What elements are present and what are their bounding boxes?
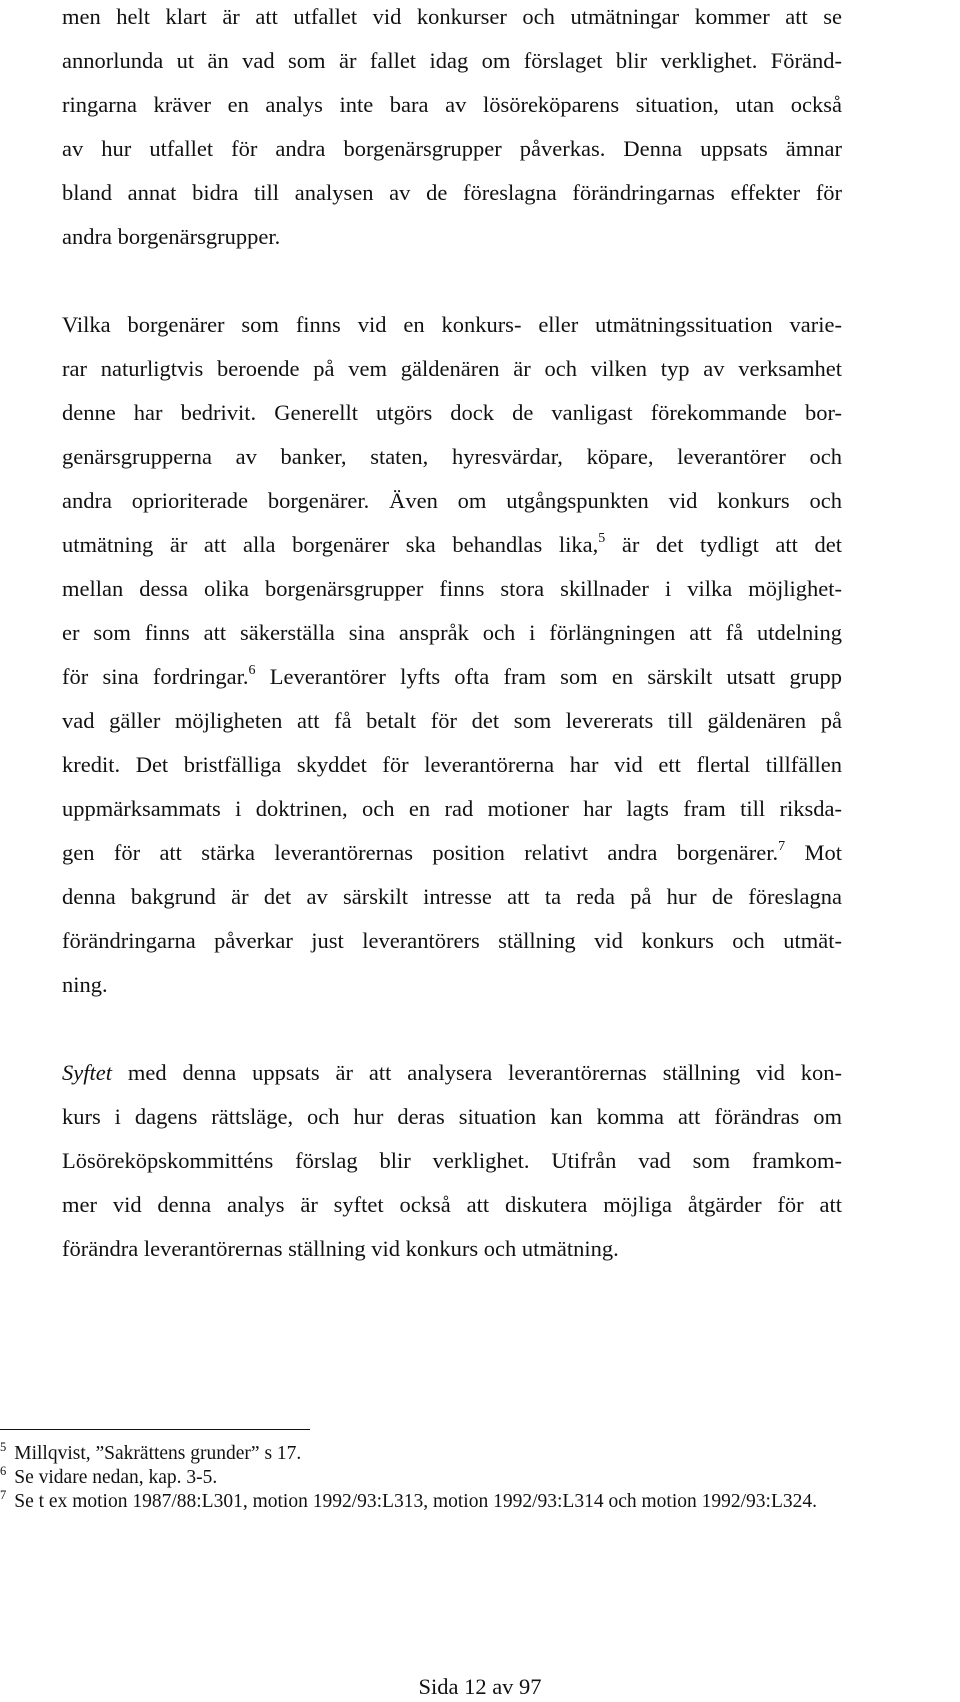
footnote-5 (0, 1442, 301, 1466)
footnote-number: 6 (0, 1464, 7, 1478)
text-line (62, 662, 842, 692)
text-segment: för sina fordringar. (62, 664, 249, 689)
text-line: annorlunda ut än vad som är fallet idag om förslaget blir verklighet. Föränd- (62, 48, 842, 73)
text-segment: med denna uppsats är att analysera leverantörernas ställning vid kon- (111, 1060, 842, 1085)
text-line: ringarna kräver en analys inte bara av lösöreköparens situation, utan också (62, 92, 842, 117)
emphasis-syftet: Syftet (62, 1060, 112, 1085)
footnote-divider (0, 1429, 310, 1430)
footnote-number: 5 (0, 1440, 7, 1454)
page-number: Sida 12 av 97 (418, 1674, 542, 1699)
text-segment: utmätning är att alla borgenärer ska behandlas lika, (62, 532, 599, 557)
text-line: denna bakgrund är det av särskilt intresse att ta reda på hur de föreslagna (62, 884, 842, 909)
text-line: andra borgenärsgrupper. (62, 224, 281, 249)
text-line: mer vid denna analys är syftet också att diskutera möjliga åtgärder för att (62, 1192, 842, 1217)
text-line: bland annat bidra till analysen av de föreslagna förändringarnas effekter för (62, 180, 842, 205)
text-segment: Mot (785, 840, 842, 865)
text-line: förändringarna påverkar just leverantörers ställning vid konkurs och utmät- (62, 928, 842, 953)
footnote-7 (0, 1490, 817, 1514)
text-line: Vilka borgenärer som finns vid en konkurs- eller utmätningssituation varie- (62, 312, 842, 337)
text-line: av hur utfallet för andra borgenärsgrupper påverkas. Denna uppsats ämnar (62, 136, 842, 161)
text-segment: är det tydligt att det (605, 532, 843, 557)
text-line: rar naturligtvis beroende på vem gäldenären är och vilken typ av verksamhet (62, 356, 842, 381)
text-line: Lösöreköpskommitténs förslag blir verklighet. Utifrån vad som framkom- (62, 1148, 842, 1173)
footnote-text: Se vidare nedan, kap. 3-5. (14, 1467, 218, 1488)
text-line: mellan dessa olika borgenärsgrupper finns stora skillnader i vilka möjlighet- (62, 576, 842, 601)
text-segment: Leverantörer lyfts ofta fram som en särskilt utsatt grupp (255, 664, 842, 689)
text-line: er som finns att säkerställa sina anspråk och i förlängningen att få utdelning (62, 620, 842, 645)
footnote-6 (0, 1466, 217, 1490)
text-line: förändra leverantörernas ställning vid konkurs och utmätning. (62, 1236, 619, 1261)
footnote-ref-5[interactable]: 5 (598, 531, 606, 546)
text-line: men helt klart är att utfallet vid konkurser och utmätningar kommer att se (62, 4, 842, 29)
text-line: kurs i dagens rättsläge, och hur deras situation kan komma att förändras om (62, 1104, 842, 1129)
footnote-text: Se t ex motion 1987/88:L301, motion 1992/93:L313, motion 1992/93:L314 och motion 1992/93:L324. (14, 1491, 817, 1512)
text-line: vad gäller möjligheten att få betalt för det som levererats till gäldenären på (62, 708, 842, 733)
text-line (62, 530, 842, 560)
footnote-text: Millqvist, ”Sakrättens grunder” s 17. (14, 1443, 302, 1464)
text-line: genärsgrupperna av banker, staten, hyresvärdar, köpare, leverantörer och (62, 444, 842, 469)
text-segment: gen för att stärka leverantörernas position relativt andra borgenärer. (62, 840, 779, 865)
text-line: uppmärksammats i doktrinen, och en rad motioner har lagts fram till riksda- (62, 796, 842, 821)
footnote-ref-6[interactable]: 6 (248, 663, 256, 678)
text-line: denne har bedrivit. Generellt utgörs dock de vanligast förekommande bor- (62, 400, 842, 425)
text-line: ning. (62, 972, 108, 997)
footnote-number: 7 (0, 1488, 7, 1502)
text-line (62, 1058, 842, 1088)
text-line: kredit. Det bristfälliga skyddet för leverantörerna har vid ett flertal tillfällen (62, 752, 842, 777)
footnote-ref-7[interactable]: 7 (778, 839, 786, 854)
text-line: andra oprioriterade borgenärer. Även om utgångspunkten vid konkurs och (62, 488, 842, 513)
text-line (62, 838, 842, 868)
